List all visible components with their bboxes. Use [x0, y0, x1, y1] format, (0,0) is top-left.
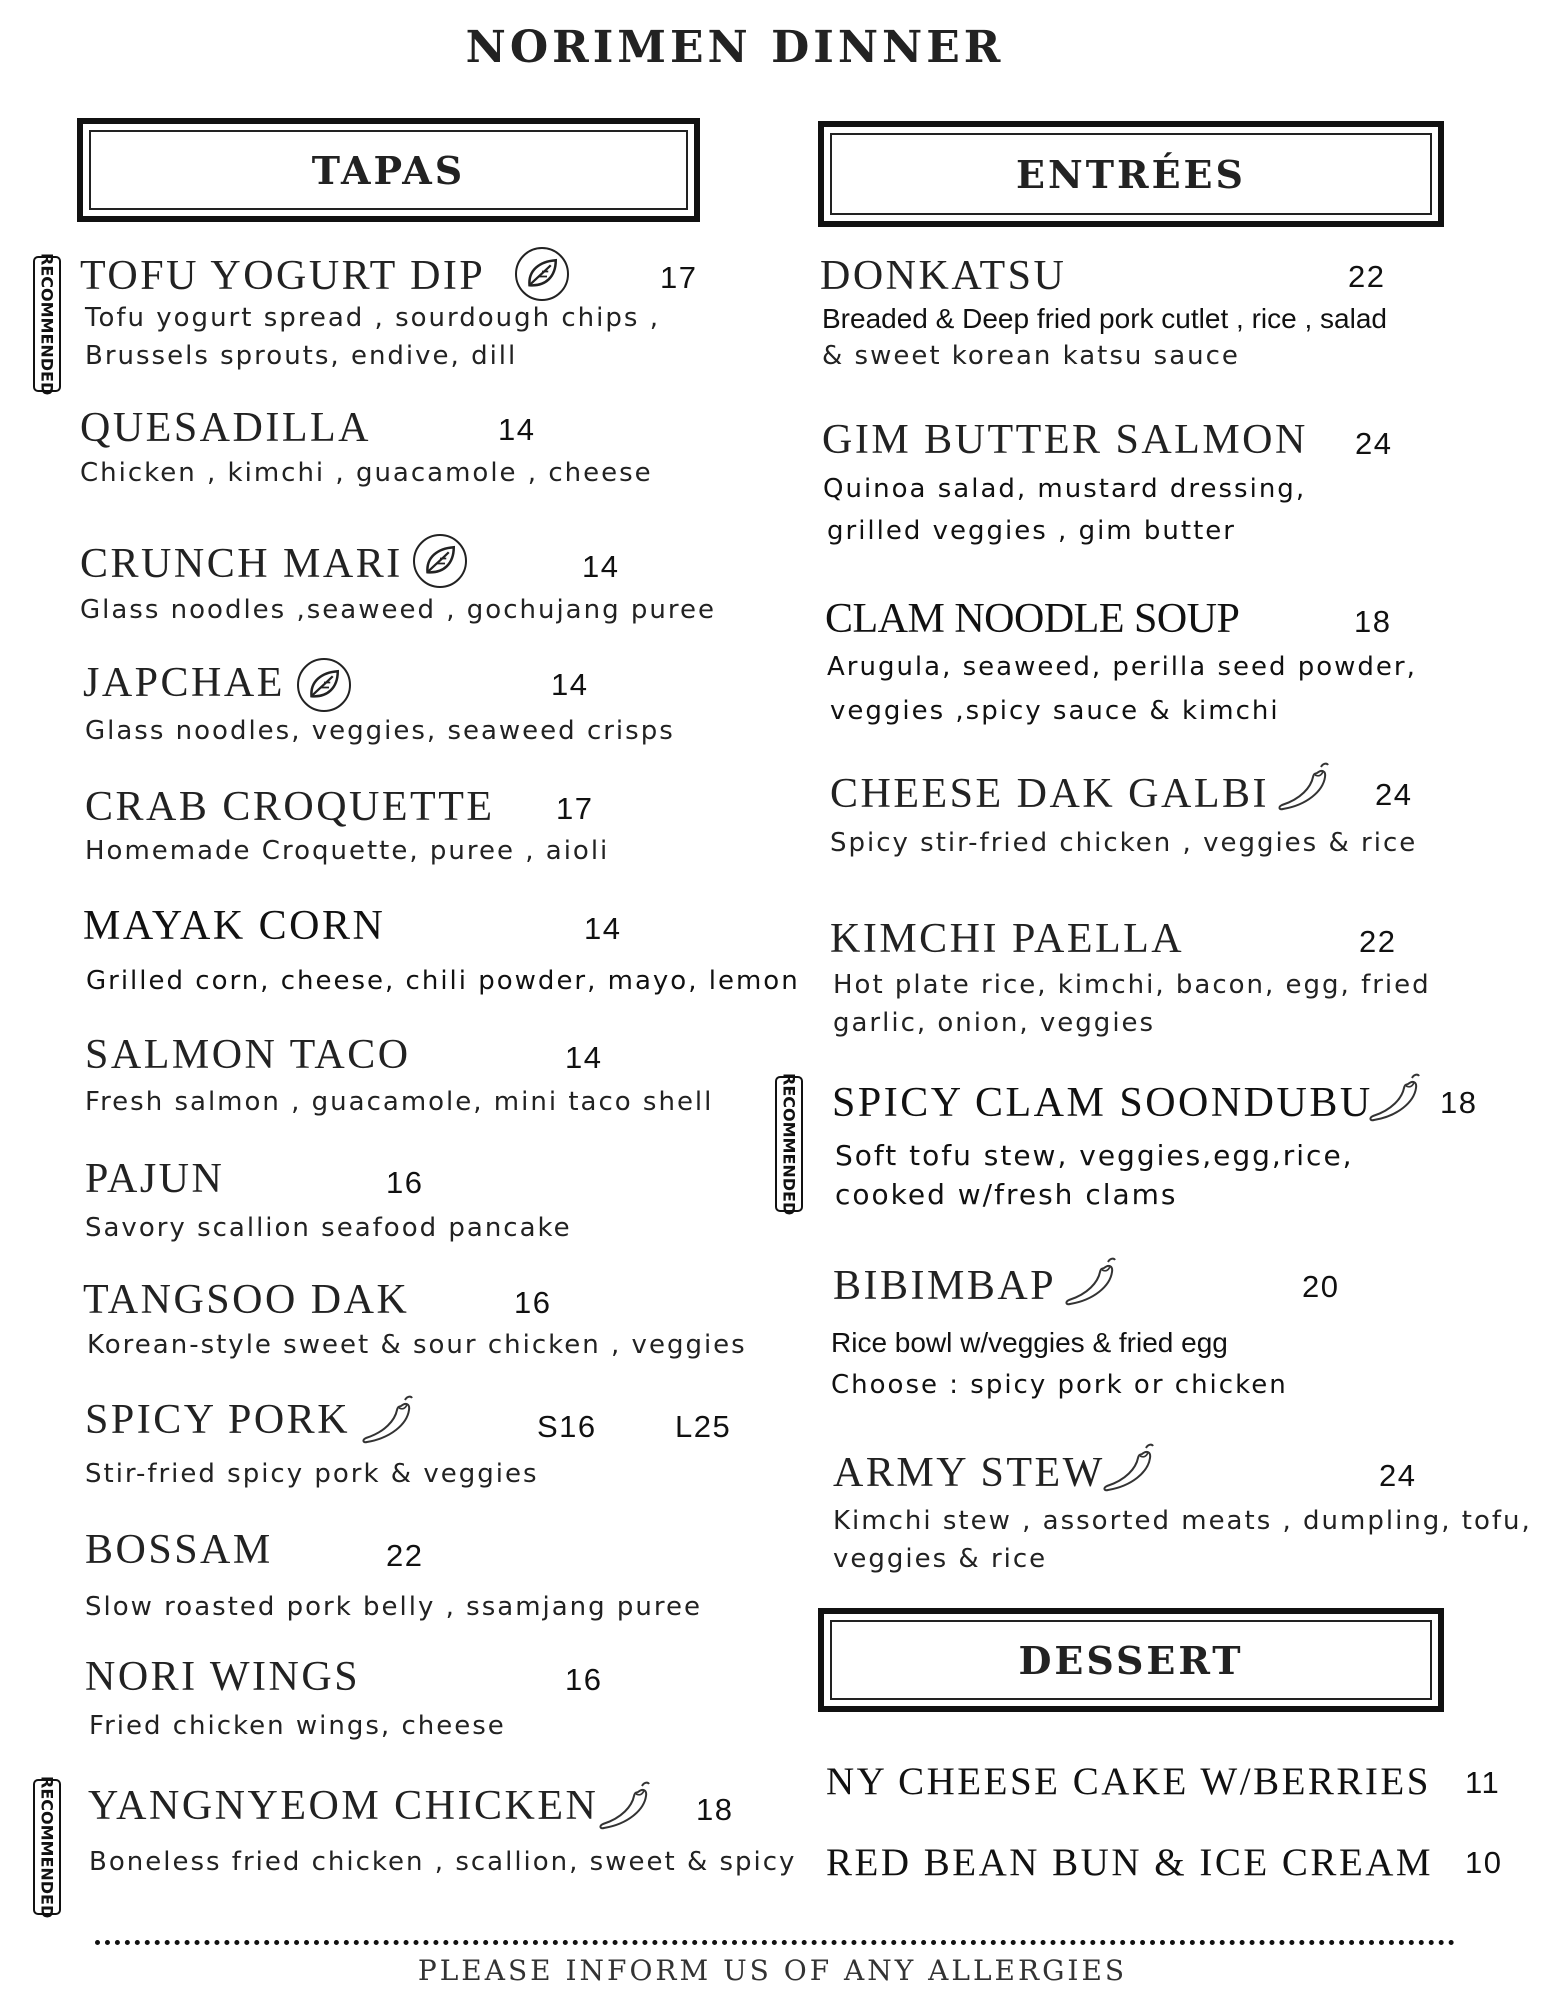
item-price: 16: [565, 1662, 603, 1697]
entrees-heading: ENTRÉES: [1016, 151, 1246, 197]
item-name: PAJUN: [85, 1156, 225, 1202]
item-name: KIMCHI PAELLA: [830, 916, 1185, 962]
item-description: Tofu yogurt spread , sourdough chips ,: [85, 303, 660, 333]
item-description: Chicken , kimchi , guacamole , cheese: [80, 458, 653, 488]
item-name: YANGNYEOM CHICKEN: [88, 1783, 599, 1829]
item-name: QUESADILLA: [80, 405, 371, 451]
item-description: Rice bowl w/veggies & fried egg: [831, 1327, 1228, 1358]
item-price: 18: [1440, 1085, 1478, 1120]
recommended-badge: RECOMMENDED: [775, 1076, 803, 1212]
item-price-large: L25: [675, 1409, 732, 1444]
item-description: grilled veggies , gim butter: [827, 516, 1236, 546]
item-price: 22: [1359, 924, 1397, 959]
item-price: 14: [498, 412, 536, 447]
item-name: GIM BUTTER SALMON: [822, 417, 1308, 463]
item-name: SPICY CLAM SOONDUBU: [832, 1080, 1373, 1126]
entrees-header-box: [818, 121, 1444, 227]
item-description: Grilled corn, cheese, chili powder, mayo, lemon: [86, 966, 800, 996]
item-name: TANGSOO DAK: [83, 1277, 410, 1323]
dotted-divider: [95, 1940, 1455, 1945]
dessert-header-box: [818, 1608, 1444, 1712]
item-price: 24: [1379, 1458, 1417, 1493]
item-price-small: S16: [537, 1409, 597, 1444]
item-description: Savory scallion seafood pancake: [85, 1213, 572, 1243]
item-description: Breaded & Deep fried pork cutlet , rice , salad: [822, 303, 1387, 334]
chili-pepper-icon: [1273, 759, 1333, 815]
item-name: BIBIMBAP: [833, 1263, 1057, 1309]
item-description: garlic, onion, veggies: [833, 1008, 1156, 1038]
chili-pepper-icon: [357, 1392, 417, 1448]
menu-title: NORIMEN DINNER: [465, 22, 1005, 73]
chili-pepper-icon: [594, 1778, 654, 1834]
item-name: ARMY STEW: [833, 1450, 1105, 1496]
item-name: CRAB CROQUETTE: [85, 784, 495, 830]
item-description: Glass noodles ,seaweed , gochujang puree: [80, 595, 716, 625]
item-price: 14: [565, 1040, 603, 1075]
item-name: JAPCHAE: [83, 660, 285, 706]
item-price: 18: [1354, 604, 1392, 639]
item-price: 14: [582, 549, 620, 584]
item-price: 22: [386, 1538, 424, 1573]
item-name: NY CHEESE CAKE W/BERRIES: [826, 1760, 1431, 1803]
item-price: 24: [1375, 777, 1413, 812]
leaf-icon: [297, 658, 351, 712]
leaf-icon: [413, 534, 467, 588]
chili-pepper-icon: [1364, 1070, 1424, 1126]
allergy-notice: PLEASE INFORM US OF ANY ALLERGIES: [417, 1954, 1128, 1987]
item-description: Arugula, seaweed, perilla seed powder,: [827, 652, 1417, 682]
item-price: 20: [1302, 1269, 1340, 1304]
dessert-heading: DESSERT: [1018, 1637, 1244, 1683]
item-price: 22: [1348, 259, 1386, 294]
item-description: Stir-fried spicy pork & veggies: [85, 1459, 539, 1489]
item-description: Fried chicken wings, cheese: [89, 1711, 506, 1741]
recommended-badge: RECOMMENDED: [33, 1779, 61, 1915]
item-price: 18: [696, 1792, 734, 1827]
item-description: Brussels sprouts, endive, dill: [85, 341, 518, 371]
item-description: Glass noodles, veggies, seaweed crisps: [85, 716, 675, 746]
item-price: 14: [551, 667, 589, 702]
tapas-header-box: [77, 118, 700, 222]
item-description: cooked w/fresh clams: [835, 1178, 1178, 1211]
item-price: 24: [1355, 426, 1393, 461]
item-description: & sweet korean katsu sauce: [822, 341, 1240, 371]
item-price: 17: [660, 260, 698, 295]
item-name: CLAM NOODLE SOUP: [825, 596, 1240, 642]
chili-pepper-icon: [1060, 1254, 1120, 1310]
item-name: CRUNCH MARI: [80, 541, 403, 587]
item-name: BOSSAM: [85, 1527, 273, 1573]
item-name: DONKATSU: [820, 253, 1067, 299]
item-description: Soft tofu stew, veggies,egg,rice,: [835, 1139, 1354, 1172]
item-description: veggies ,spicy sauce & kimchi: [830, 696, 1280, 726]
leaf-icon: [515, 247, 569, 301]
item-price: 14: [584, 911, 622, 946]
item-name: SALMON TACO: [85, 1032, 411, 1078]
item-price: 10: [1465, 1845, 1503, 1880]
item-price: 11: [1465, 1765, 1501, 1800]
item-name: CHEESE DAK GALBI: [830, 771, 1269, 817]
item-description: Fresh salmon , guacamole, mini taco shell: [85, 1087, 714, 1117]
item-price: 16: [514, 1285, 552, 1320]
item-description: Slow roasted pork belly , ssamjang puree: [85, 1592, 703, 1622]
item-description: Spicy stir-fried chicken , veggies & rice: [830, 828, 1418, 858]
item-name: TOFU YOGURT DIP: [80, 253, 486, 299]
item-description: veggies & rice: [833, 1544, 1048, 1574]
tapas-heading: TAPAS: [311, 147, 466, 193]
item-description: Hot plate rice, kimchi, bacon, egg, fried: [833, 970, 1431, 1000]
item-name: RED BEAN BUN & ICE CREAM: [826, 1841, 1434, 1884]
item-name: SPICY PORK: [85, 1397, 351, 1443]
item-description: Korean-style sweet & sour chicken , veggies: [87, 1330, 747, 1360]
item-name: MAYAK CORN: [83, 903, 386, 949]
item-description: Choose : spicy pork or chicken: [831, 1370, 1288, 1400]
item-description: Kimchi stew , assorted meats , dumpling, tofu,: [833, 1506, 1532, 1536]
item-description: Boneless fried chicken , scallion, sweet & spicy: [89, 1847, 797, 1877]
item-description: Quinoa salad, mustard dressing,: [823, 474, 1307, 504]
chili-pepper-icon: [1098, 1440, 1158, 1496]
item-description: Homemade Croquette, puree , aioli: [85, 836, 610, 866]
item-price: 17: [556, 791, 594, 826]
recommended-badge: RECOMMENDED: [33, 256, 61, 392]
item-price: 16: [386, 1165, 424, 1200]
item-name: NORI WINGS: [85, 1654, 361, 1700]
